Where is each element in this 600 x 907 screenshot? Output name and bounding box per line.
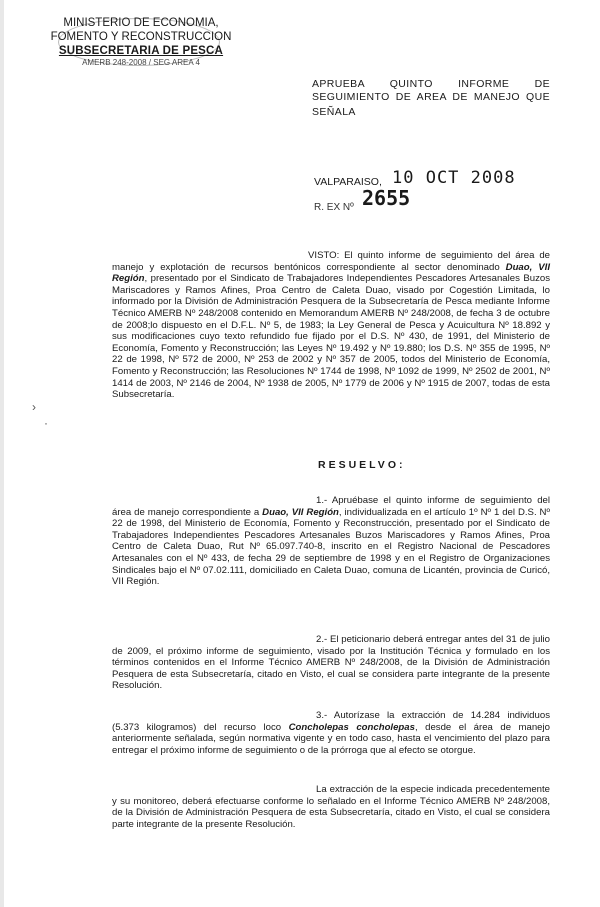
article-3-lead: 3.- Autorízase la extracción de 14.284 individuos [316, 710, 550, 721]
visto-paragraph [112, 250, 550, 401]
reference-code: AMERB 248-2008 / SEG AREA 4 [82, 58, 200, 67]
article-3-body-start: (5.373 kilogramos) del recurso loco [112, 721, 289, 733]
ministry-line-2: FOMENTO Y RECONSTRUCCION [50, 31, 232, 43]
article-2-lead: 2.- El peticionario deberá entregar antes del 31 de [316, 634, 531, 645]
place: VALPARAISO, [314, 176, 382, 188]
paragraph-4-lead: La extracción de la especie indicada [316, 784, 473, 795]
date-stamp: 10 OCT 2008 [392, 168, 516, 188]
article-3-body-rest: , desde el área de manejo anteriormente señalada, según normativa vigente y en todo caso, hasta el vencimiento del plazo para entregar el próximo informe de seguimiento o de la prórroga que al efecto se otorgue. [112, 721, 550, 756]
visto-body-start: de manejo y explotación de recursos bentónicos correspondiente al sector denominado [112, 250, 550, 273]
ministry-line-1: MINISTERIO DE ECONOMIA, [63, 17, 219, 29]
margin-mark: › [32, 400, 36, 414]
article-1-lead: 1.- Apruébase el quinto informe de seguimiento [316, 495, 533, 506]
article-1 [112, 495, 550, 588]
visto-lead: VISTO: El quinto informe de seguimiento del área [308, 250, 535, 261]
resolution-title: APRUEBA QUINTO INFORME DE SEGUIMIENTO DE AREA DE MANEJO QUE [312, 78, 550, 103]
article-2 [112, 634, 550, 692]
margin-mark: · [44, 416, 48, 430]
resolution-number: 2655 [362, 186, 411, 210]
article-2-body: julio de 2009, el próximo informe de seguimiento, visado por la Institución Técnica y formulado en los términos contenidos en el Informe Técnico AMERB Nº 248/2008, de la División de Administración Pesquera de esta Subsecretaría, citado en Visto, el cual se considera parte integrante de la presente Resolución. [112, 634, 550, 692]
visto-area-name: Duao, VII Región [112, 261, 550, 285]
article-1-body-rest: , individualizada en el artículo 1º Nº 1 del D.S. Nº 22 de 1998, del Ministerio de Economía, Fomento y Reconstrucción, presentado por el Sindicato de Trabajadores Independientes Pescadores Artesanales Buzos Mariscadores y Ramos Afines, Proa Centro de Caleta Duao, Rut Nº 65.097.740-8, inscrito en el Registro Nacional de Pescadores Artesanales con el Nº 433, de fecha 29 de septiembre de 1998 y en el Registro de Organizaciones Sindicales bajo el Nº 07.02.111, domiciliado en Caleta Duao, comuna de Licantén, provincia de Curicó, VII Región. [112, 506, 550, 588]
page-edge [0, 0, 4, 907]
resolution-title-end: SEÑALA [312, 106, 356, 118]
paragraph-4 [112, 784, 550, 830]
resolution-label: R. EX Nº [314, 202, 354, 213]
article-1-body-start: del área de manejo correspondiente a [112, 495, 551, 518]
subsecretaria-line: SUBSECRETARIA DE PESCA [58, 45, 224, 57]
article-1-area-name: Duao, VII Región [262, 506, 339, 518]
article-3 [112, 710, 550, 756]
article-3-species: Concholepas concholepas [288, 721, 415, 733]
paragraph-4-body: precedentemente y su monitoreo, deberá efectuarse conforme lo señalado en el Informe Técnico AMERB Nº 248/2008, de la División de Administración Pesquera de esta Subsecretaría, citado en Visto, el cual se considera parte integrante de la presente Resolución. [112, 784, 550, 830]
letterhead [36, 16, 246, 68]
visto-body-rest: , presentado por el Sindicato de Trabajadores Independientes Pescadores Artesanales Buzos Mariscadores y Ramos Afines, Proa Centro de Caleta Duao, visado por Cogestión Limitada, lo informado por la División de Administración Pesquera de la Subsecretaría de Pesca mediante Informe Técnico AMERB Nº 248/2008 contenido en Memorandum AMERB Nº 248/2008, de fecha 3 de octubre de 2008;lo dispuesto en el D.F.L. Nº 5, de 1983; la Ley General de Pesca y Acuicultura Nº 18.892 y sus modificaciones cuyo texto refundido fue fijado por el D.S. Nº 430, de 1991, del Ministerio de Economía, Fomento y Reconstrucción; las Leyes Nº 19.492 y Nº 19.880; los D.S. Nº 355 de 1995, Nº 22 de 1998, Nº 572 de 2000, Nº 253 de 2002 y Nº 357 de 2005, todos del Ministerio de Economía, Fomento y Reconstrucción; las Resoluciones Nº 1744 de 1998, Nº 1092 de 1999, Nº 2502 de 2001, Nº 1414 de 2003, Nº 2146 de 2004, Nº 1938 de 2005, Nº 1779 de 2006 y Nº 1915 de 2007, todas de esta Subsecretaría. [112, 273, 550, 401]
resuelvo-heading: RESUELVO: [318, 459, 406, 471]
